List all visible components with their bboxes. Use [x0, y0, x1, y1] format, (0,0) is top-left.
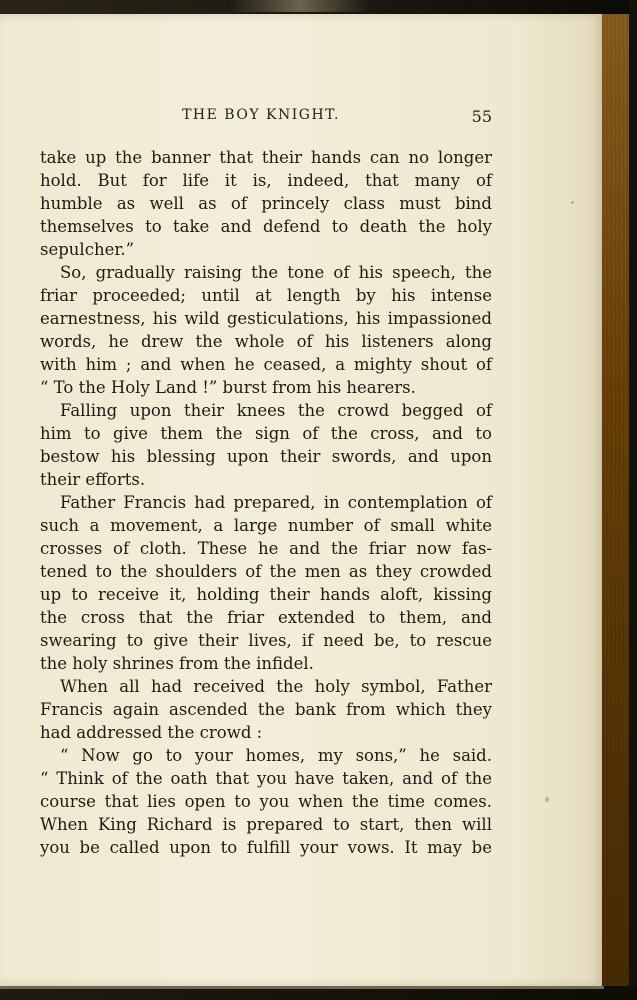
right-border: [629, 0, 637, 1000]
body-text: [40, 146, 492, 859]
text-line: Father Francis had prepared, in contemplation of: [60, 493, 492, 512]
text-line: Francis again ascended the bank from which they: [40, 700, 492, 719]
bottom-edge: [0, 986, 637, 1000]
text-line: words, he drew the whole of his listeners along: [40, 332, 492, 351]
text-line: swearing to give their lives, if need be, to rescue: [40, 631, 492, 650]
text-line: So, gradually raising the tone of his speech, the: [60, 263, 492, 282]
text-line: Falling upon their knees the crowd begged of: [60, 401, 492, 420]
paper-speck: [545, 797, 549, 802]
paper-speck: [571, 201, 574, 204]
text-line: with him ; and when he ceased, a mighty shout of: [40, 355, 492, 374]
text-line: “ To the Holy Land !” burst from his hearers.: [40, 378, 416, 397]
text-line: “ Think of the oath that you have taken, and of the: [40, 769, 492, 788]
text-line: course that lies open to you when the time comes.: [40, 792, 492, 811]
text-line: such a movement, a large number of small white: [40, 516, 492, 535]
text-line: crosses of cloth. These he and the friar now fas-: [40, 539, 492, 558]
text-line: friar proceeded; until at length by his intense: [40, 286, 492, 305]
text-line: their efforts.: [40, 470, 146, 489]
running-title: THE BOY KNIGHT.: [182, 107, 340, 123]
text-line: him to give them the sign of the cross, and to: [40, 424, 492, 443]
text-line: themselves to take and defend to death the holy: [40, 217, 492, 236]
text-line: the holy shrines from the infidel.: [40, 654, 314, 673]
text-line: tened to the shoulders of the men as they crowded: [40, 562, 492, 581]
text-line: “ Now go to your homes, my sons,” he said.: [60, 746, 492, 765]
text-line: When King Richard is prepared to start, then will: [40, 815, 492, 834]
text-line: humble as well as of princely class must bind: [40, 194, 492, 213]
running-head: [40, 107, 492, 127]
gilt-shading: [602, 14, 629, 986]
page-number: 55: [471, 107, 492, 126]
text-line: bestow his blessing upon their swords, and upon: [40, 447, 492, 466]
text-line: the cross that the friar extended to them, and: [40, 608, 492, 627]
text-line: When all had received the holy symbol, Father: [60, 677, 492, 696]
text-line: had addressed the crowd :: [40, 723, 263, 742]
text-line: sepulcher.”: [40, 240, 135, 259]
text-line: up to receive it, holding their hands aloft, kissing: [40, 585, 492, 604]
text-line: you be called upon to fulfill your vows. It may be: [40, 838, 492, 857]
text-line: hold. But for life it is, indeed, that many of: [40, 171, 492, 190]
text-line: earnestness, his wild gesticulations, his impassioned: [40, 309, 492, 328]
text-line: take up the banner that their hands can no longer: [40, 148, 492, 167]
